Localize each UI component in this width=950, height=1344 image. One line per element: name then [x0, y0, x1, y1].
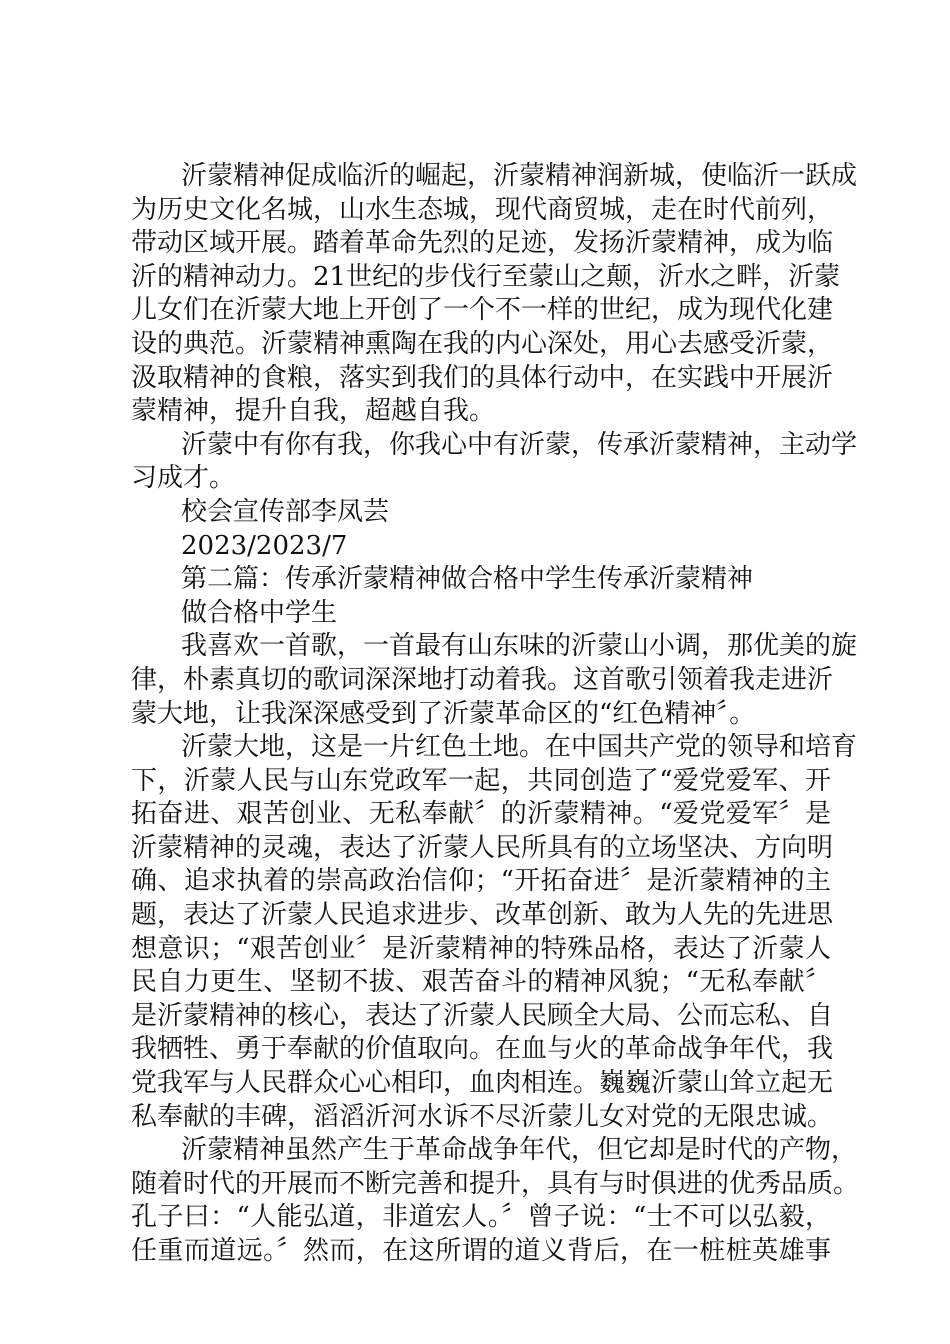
paragraph	[131, 731, 858, 1134]
text-line: 带动区域开展。踏着革命先烈的足迹，发扬沂蒙精神，成为临	[131, 228, 834, 259]
text-line: 汲取精神的食粮，落实到我们的具体行动中，在实践中开展沂	[131, 362, 834, 393]
text-line: 设的典范。沂蒙精神熏陶在我的内心深处，用心去感受沂蒙，	[131, 328, 834, 359]
paragraph	[131, 1134, 860, 1268]
text-line: 沂蒙精神的灵魂，表达了沂蒙人民所具有的立场坚决、方向明	[131, 832, 834, 863]
text-line: 下，沂蒙人民与山东党政军一起，共同创造了“爱党爱军、开	[131, 765, 831, 796]
text-line: 校会宣传部李凤芸	[181, 496, 390, 527]
text-line: 习成才。	[131, 463, 236, 494]
text-line: 蒙精神，提升自我，超越自我。	[131, 396, 496, 427]
text-line: 民自力更生、坚韧不拔、艰苦奋斗的精神风貌；“无私奉献〞	[131, 967, 831, 998]
section-heading-continuation	[131, 597, 831, 631]
text-line: 沂蒙精神虽然产生于革命战争年代，但它却是时代的产物，	[181, 1135, 858, 1166]
paragraph	[131, 630, 858, 731]
text-line: 蒙大地，让我深深感受到了沂蒙革命区的“红色精神〞。	[131, 698, 756, 729]
text-line: 任重而道远。〞然而，在这所谓的道义背后，在一桩桩英雄事	[131, 1236, 831, 1266]
text-line: 拓奋进、艰苦创业、无私奉献〞的沂蒙精神。“爱党爱军〞是	[131, 799, 831, 830]
text-line: 私奉献的丰碑，滔滔沂河水诉不尽沂蒙儿女对党的无限忠诚。	[131, 1101, 834, 1132]
text-line: 是沂蒙精神的核心，表达了沂蒙人民顾全大局、公而忘私、自	[131, 1000, 834, 1031]
paragraph	[131, 160, 858, 429]
text-line: 想意识；“艰苦创业〞是沂蒙精神的特殊品格，表达了沂蒙人	[131, 933, 831, 964]
text-line: 2023/2023/7	[181, 530, 348, 561]
text-line: 沂蒙中有你有我，你我心中有沂蒙，传承沂蒙精神，主动学	[181, 429, 858, 460]
document-page	[131, 160, 860, 1269]
text-line: 儿女们在沂蒙大地上开创了一个不一样的世纪，成为现代化建	[131, 295, 834, 326]
text-line: 为历史文化名城，山水生态城，现代商贸城，走在时代前列，	[131, 194, 834, 225]
text-line: 第二篇：传承沂蒙精神做合格中学生传承沂蒙精神	[181, 564, 754, 595]
date-line	[131, 530, 831, 564]
text-line: 律，朴素真切的歌词深深地打动着我。这首歌引领着我走进沂	[131, 664, 834, 695]
paragraph	[131, 429, 858, 496]
text-line: 随着时代的开展而不断完善和提升，具有与时俱进的优秀品质。	[131, 1168, 860, 1199]
author-signature	[131, 496, 831, 530]
text-line: 确、追求执着的崇高政治信仰；“开拓奋进〞是沂蒙精神的主	[131, 866, 831, 897]
text-line: 沂的精神动力。21世纪的步伐行至蒙山之颠，沂水之畔，沂蒙	[131, 261, 841, 292]
text-line: 做合格中学生	[181, 597, 338, 628]
text-line: 我喜欢一首歌，一首最有山东味的沂蒙山小调，那优美的旋	[181, 631, 858, 662]
text-line: 题，表达了沂蒙人民追求进步、改革创新、敢为人先的先进思	[131, 900, 834, 931]
text-line: 孔子曰：“人能弘道，非道宏人。〞曾子说：“士不可以弘毅，	[131, 1202, 831, 1233]
section-heading	[131, 563, 831, 597]
text-line: 沂蒙大地，这是一片红色土地。在中国共产党的领导和培育	[181, 732, 858, 763]
text-line: 我牺牲、勇于奉献的价值取向。在血与火的革命战争年代，我	[131, 1034, 834, 1065]
text-line: 沂蒙精神促成临沂的崛起，沂蒙精神润新城，使临沂一跃成	[181, 161, 858, 191]
text-line: 党我军与人民群众心心相印，血肉相连。巍巍沂蒙山耸立起无	[131, 1068, 834, 1099]
